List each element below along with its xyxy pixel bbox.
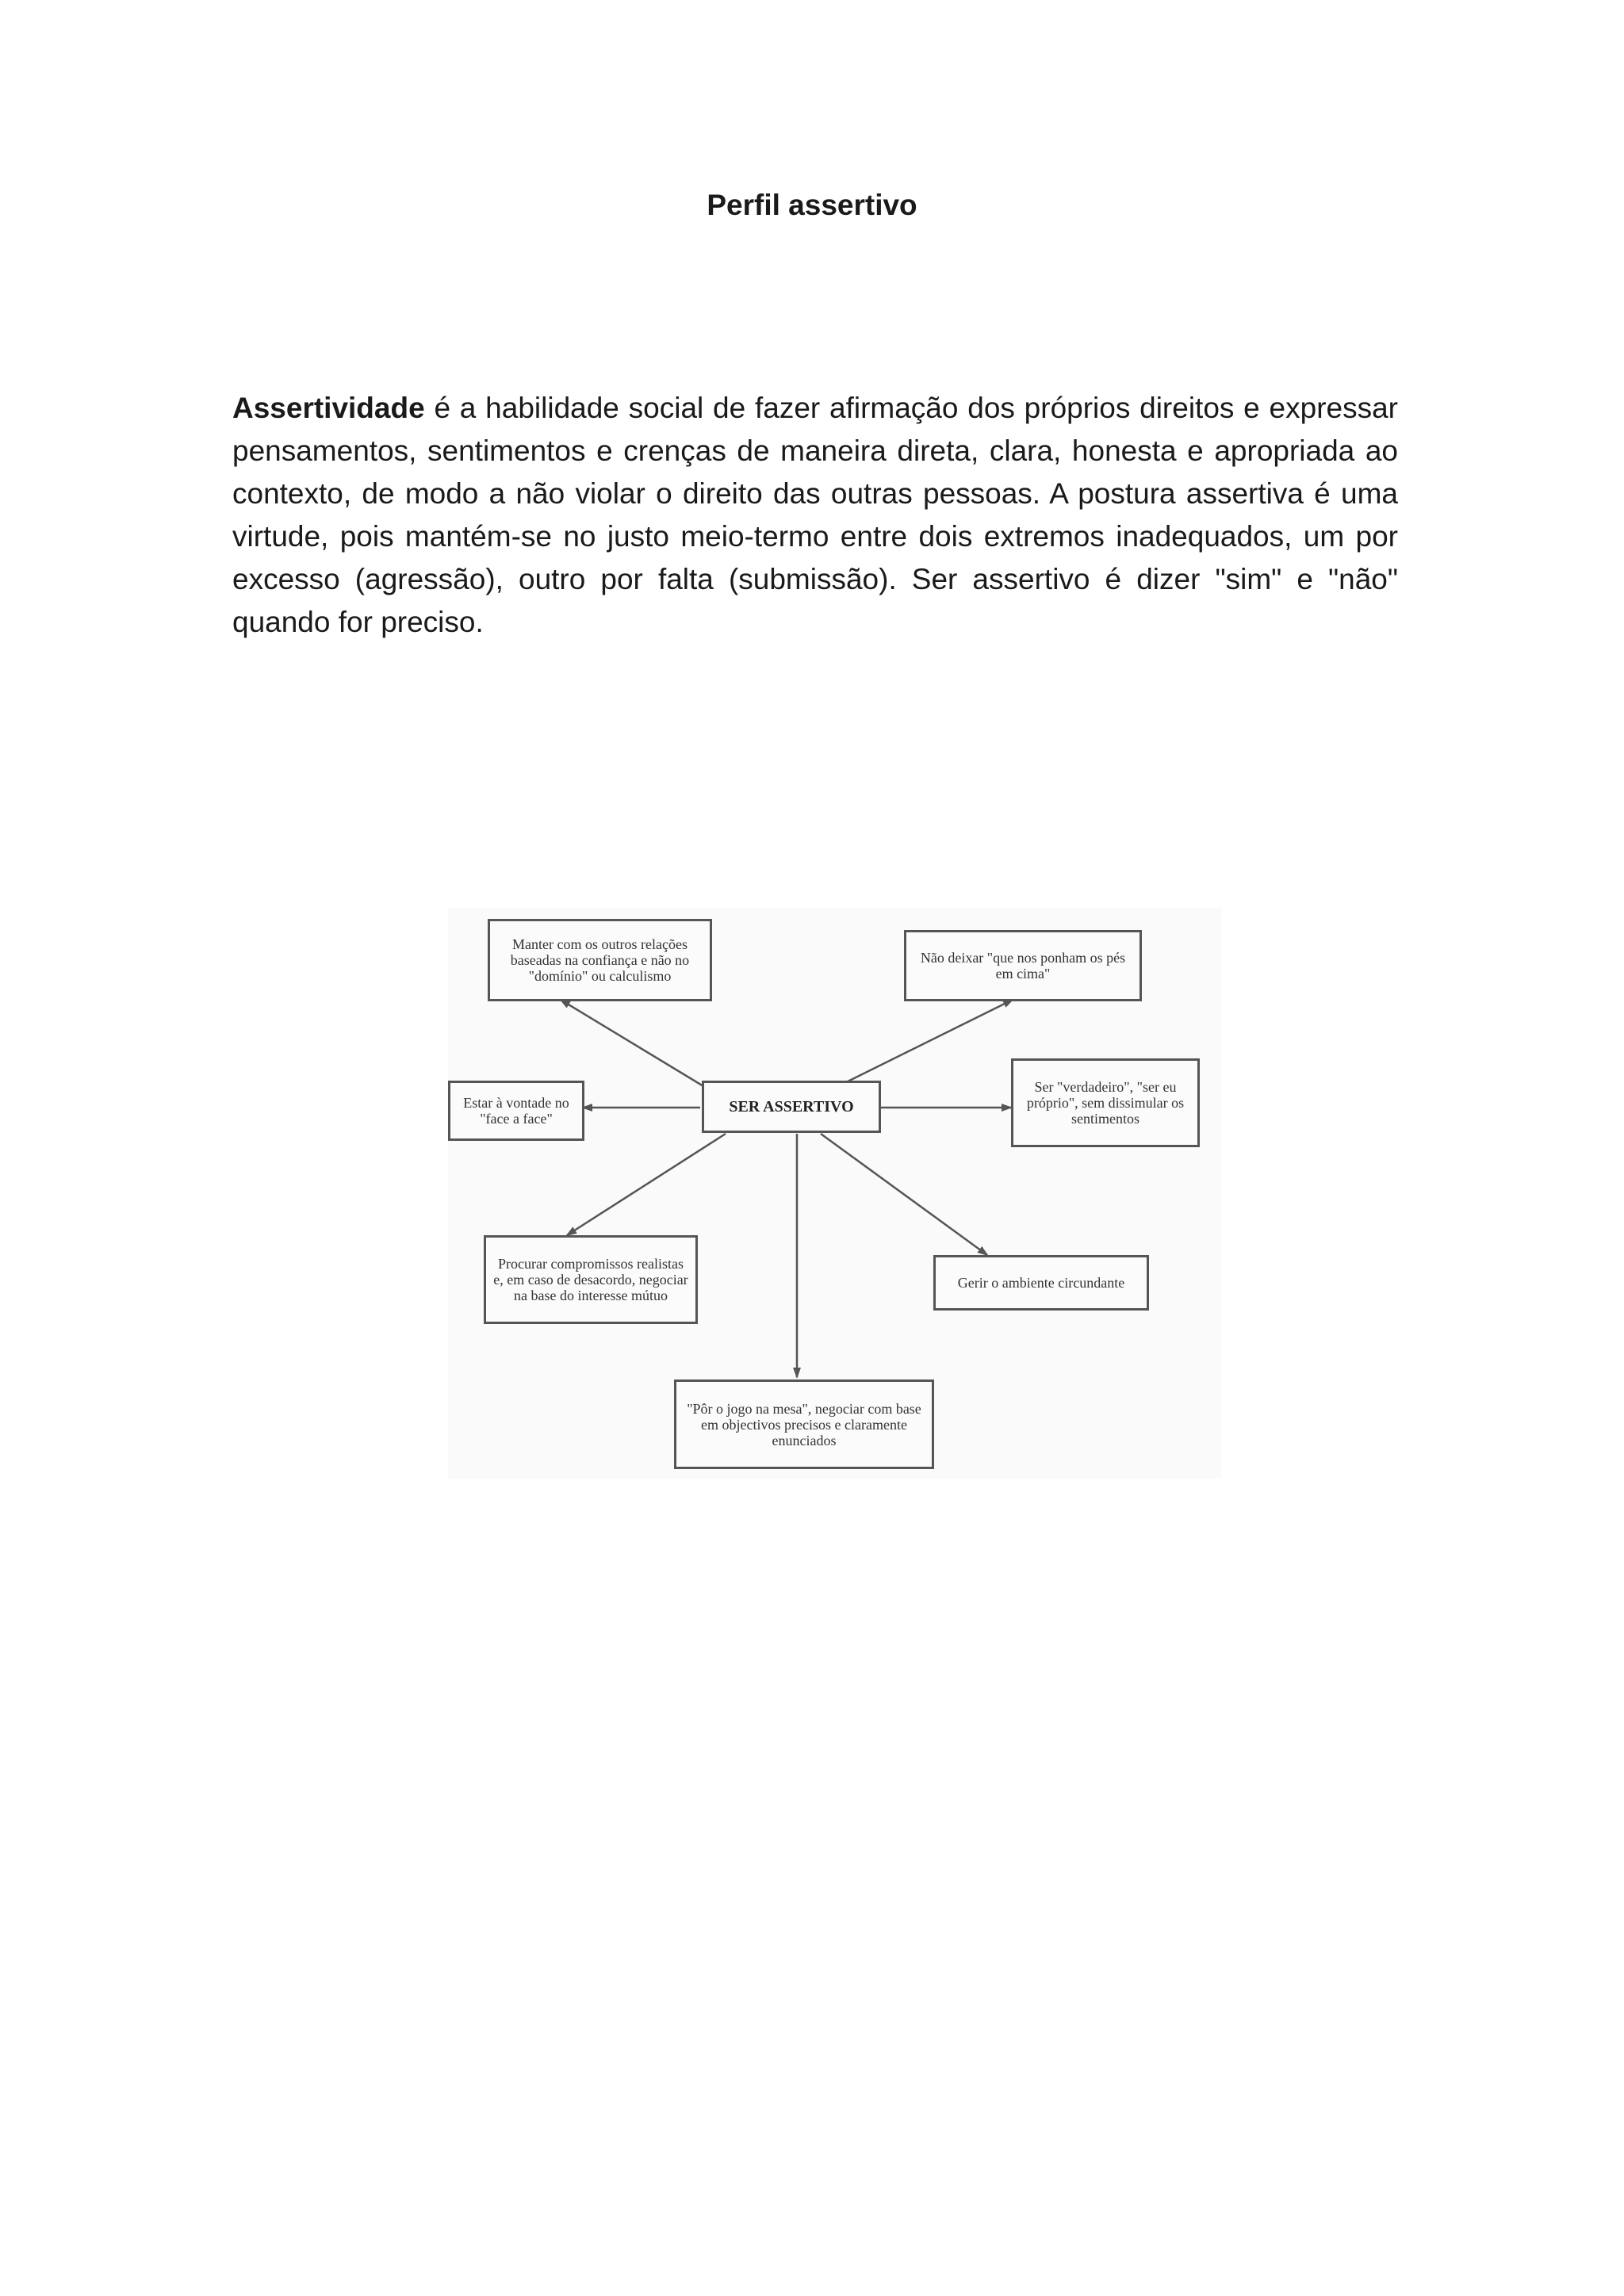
node-bottom-left: Procurar compromissos realistas e, em caso de desacordo, negociar na base do interesse mútuo: [484, 1235, 698, 1324]
connector-top-right: [838, 1000, 1013, 1086]
connector-bottom-left: [567, 1134, 726, 1235]
intro-paragraph: [232, 387, 1398, 644]
node-right: Ser "verdadeiro", "ser eu próprio", sem dissimular os sentimentos: [1011, 1058, 1200, 1147]
center-node: SER ASSERTIVO: [702, 1081, 881, 1133]
intro-text: é a habilidade social de fazer afirmação dos próprios direitos e expressar pensamentos, sentimentos e crenças de maneira direta, clara, honesta e apropriada ao contexto, de modo a não violar o direito das outras pessoas. A postura assertiva é uma virtude, pois mantém-se no justo meio-termo entre dois extremos inadequados, um por excesso (agressão), outro por falta (submissão). Ser assertivo é dizer "sim" e "não" quando for preciso.: [232, 392, 1398, 638]
node-top-right: Não deixar "que nos ponham os pés em cima": [904, 930, 1142, 1001]
node-top-left: Manter com os outros relações baseadas na confiança e não no "domínio" ou calculismo: [488, 919, 712, 1001]
node-left: Estar à vontade no "face a face": [448, 1081, 584, 1141]
connector-top-left: [561, 1000, 703, 1086]
node-bottom: "Pôr o jogo na mesa", negociar com base em objectivos precisos e claramente enunciados: [674, 1380, 934, 1469]
assertiveness-diagram: [448, 908, 1221, 1479]
node-bottom-right: Gerir o ambiente circundante: [933, 1255, 1149, 1311]
connector-bottom-right: [821, 1134, 987, 1255]
intro-term: Assertividade: [232, 392, 425, 424]
page-title: Perfil assertivo: [707, 189, 917, 221]
